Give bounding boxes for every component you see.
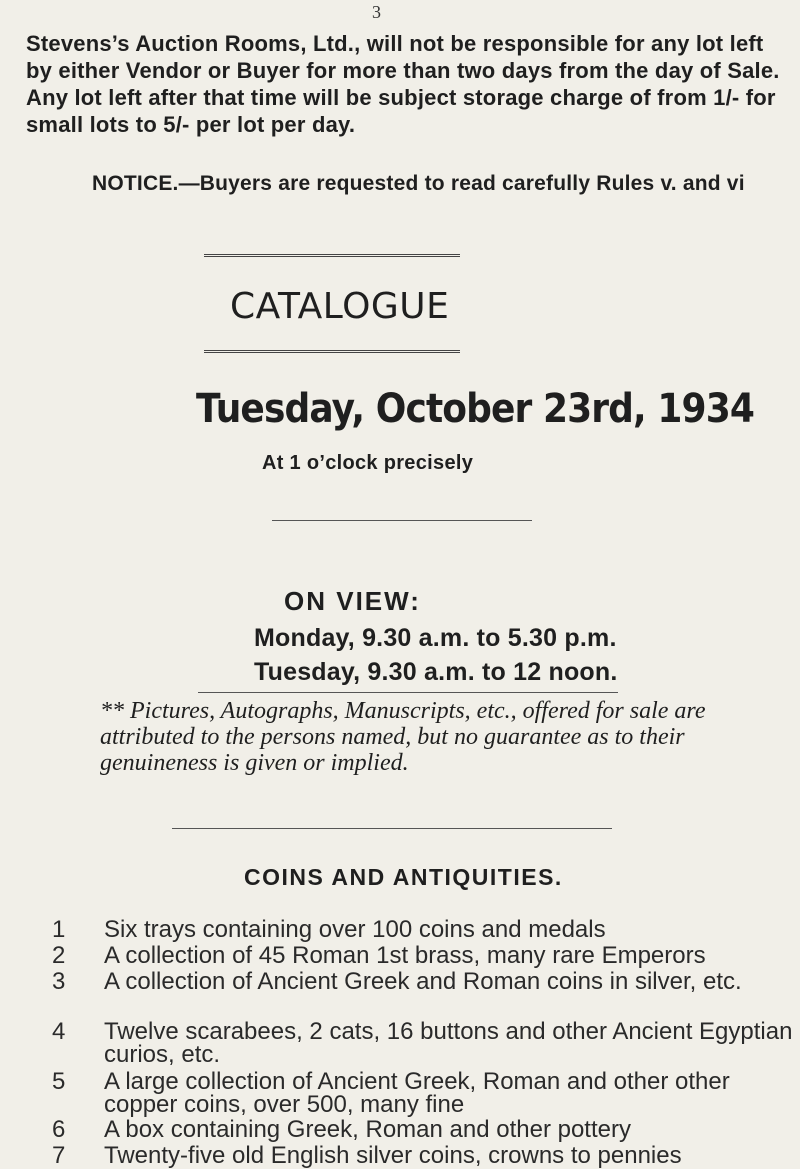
authenticity-disclaimer: ** Pictures, Autographs, Manuscripts, etc., offered for sale are attributed to the persons named, but no guarantee as to their genuineness is given or implied. — [100, 698, 706, 776]
lot-number: 3 — [52, 968, 66, 995]
sale-date: Tuesday, October 23rd, 1934 — [196, 386, 754, 432]
buyers-notice: NOTICE.—Buyers are requested to read carefully Rules v. and vi — [92, 172, 745, 195]
sale-time: At 1 o’clock precisely — [262, 452, 474, 474]
lot-number: 1 — [52, 916, 66, 943]
on-view-tuesday: Tuesday, 9.30 a.m. to 12 noon. — [254, 658, 618, 686]
page-number: 3 — [372, 2, 381, 22]
lot-number: 7 — [52, 1142, 66, 1169]
divider-time — [272, 520, 532, 521]
section-heading: COINS AND ANTIQUITIES. — [244, 864, 563, 890]
lot-description: Twenty-five old English silver coins, crowns to pennies — [104, 1142, 682, 1169]
divider-disclaimer — [172, 828, 612, 829]
lot-number: 4 — [52, 1018, 66, 1045]
lot-description: A collection of 45 Roman 1st brass, many rare Emperors — [104, 942, 706, 969]
catalogue-heading: CATALOGUE — [230, 286, 450, 327]
lot-description: A collection of Ancient Greek and Roman coins in silver, etc. — [104, 968, 742, 995]
on-view-heading: ON VIEW: — [284, 586, 421, 616]
lot-number: 6 — [52, 1116, 66, 1143]
lot-description: A box containing Greek, Roman and other pottery — [104, 1116, 631, 1143]
divider-top — [204, 254, 460, 257]
on-view-monday: Monday, 9.30 a.m. to 5.30 p.m. — [254, 624, 617, 652]
lot-description: A large collection of Ancient Greek, Roman and other other copper coins, over 500, many fine — [104, 1068, 730, 1118]
lot-number: 2 — [52, 942, 66, 969]
divider-view — [198, 692, 618, 693]
divider-catalogue — [204, 350, 460, 353]
conditions-paragraph: Stevens’s Auction Rooms, Ltd., will not be responsible for any lot left by either Vendor or Buyer for more than two days from the day of Sale. Any lot left after that time will be subject storage charge of from 1/- for small lots to 5/- per lot per day. — [26, 31, 780, 137]
lot-description: Twelve scarabees, 2 cats, 16 buttons and other Ancient Egyptian curios, etc. — [104, 1018, 793, 1068]
lot-number: 5 — [52, 1068, 66, 1095]
lot-description: Six trays containing over 100 coins and medals — [104, 916, 606, 943]
